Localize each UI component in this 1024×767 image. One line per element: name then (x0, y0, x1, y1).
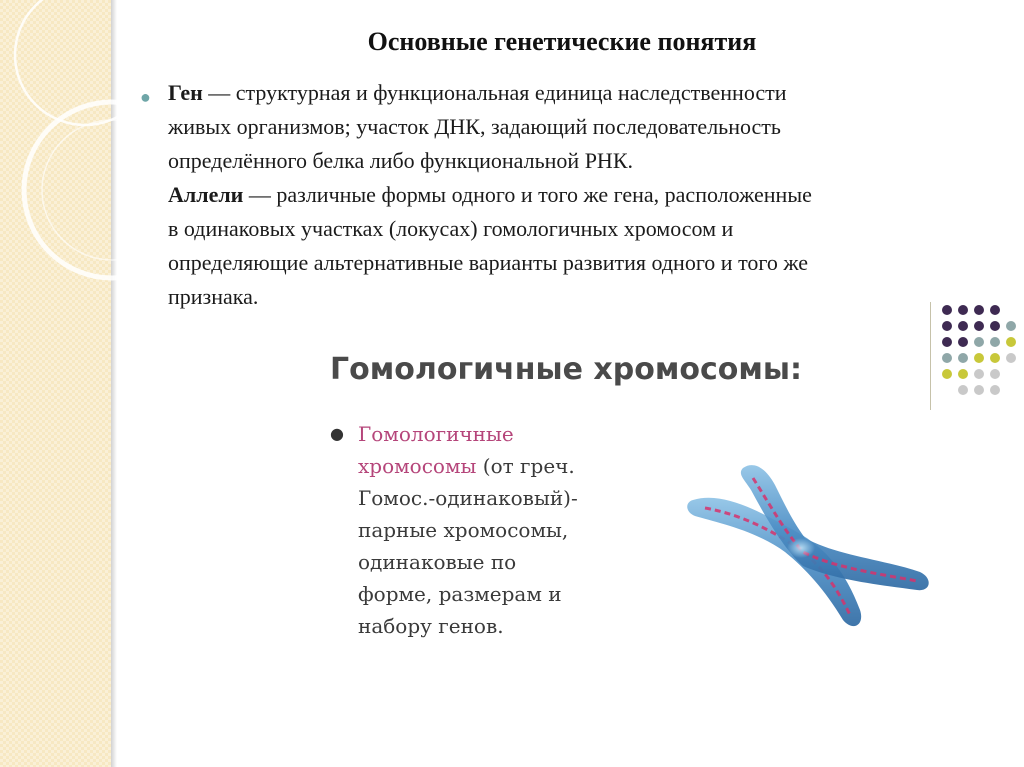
gene-line-2: живых организмов; участок ДНК, задающий последовательность (168, 114, 781, 139)
alleles-line-2: в одинаковых участках (локусах) гомологичных хромосом и (168, 216, 734, 241)
definition-alleles (168, 178, 1010, 314)
term-gene: Ген (168, 80, 203, 105)
figure-line-2: хромосомы (от греч. (358, 454, 575, 478)
bullet-icon: ● (140, 87, 151, 107)
definitions-block (140, 76, 1010, 314)
strip-shadow (111, 0, 117, 767)
alleles-line-1: — различные формы одного и того же гена, расположенные (243, 182, 812, 207)
figure-line-5: одинаковые по (358, 550, 517, 574)
figure-title: Гомологичные хромосомы: (330, 352, 802, 387)
alleles-line-4: признака. (168, 284, 259, 309)
homologous-chromosomes-figure (310, 340, 950, 680)
decorative-side-strip (0, 0, 111, 767)
figure-line-7: набору генов. (358, 614, 504, 638)
chromosome-illustration (685, 460, 935, 650)
gene-line-1: — структурная и функциональная единица наследственности (202, 80, 787, 105)
centromere (787, 538, 815, 558)
figure-lines (358, 418, 630, 642)
slide-title: Основные генетические понятия (367, 27, 757, 56)
definitions-text (168, 76, 1010, 314)
figure-line-3: Гомос.-одинаковый)- (358, 486, 578, 510)
gene-line-3: определённого белка либо функциональной РНК. (168, 148, 633, 173)
term-alleles: Аллели (168, 182, 244, 207)
definition-gene (168, 76, 1010, 178)
dot-grid (942, 305, 1016, 395)
figure-line-4: парные хромосомы, (358, 518, 569, 542)
figure-line-1: Гомологичные (358, 422, 514, 446)
alleles-line-3: определяющие альтернативные варианты развития одного и того же (168, 250, 809, 275)
figure-bullet-icon: ● (330, 424, 344, 443)
figure-text (330, 418, 630, 642)
figure-line-6: форме, размерам и (358, 582, 562, 606)
